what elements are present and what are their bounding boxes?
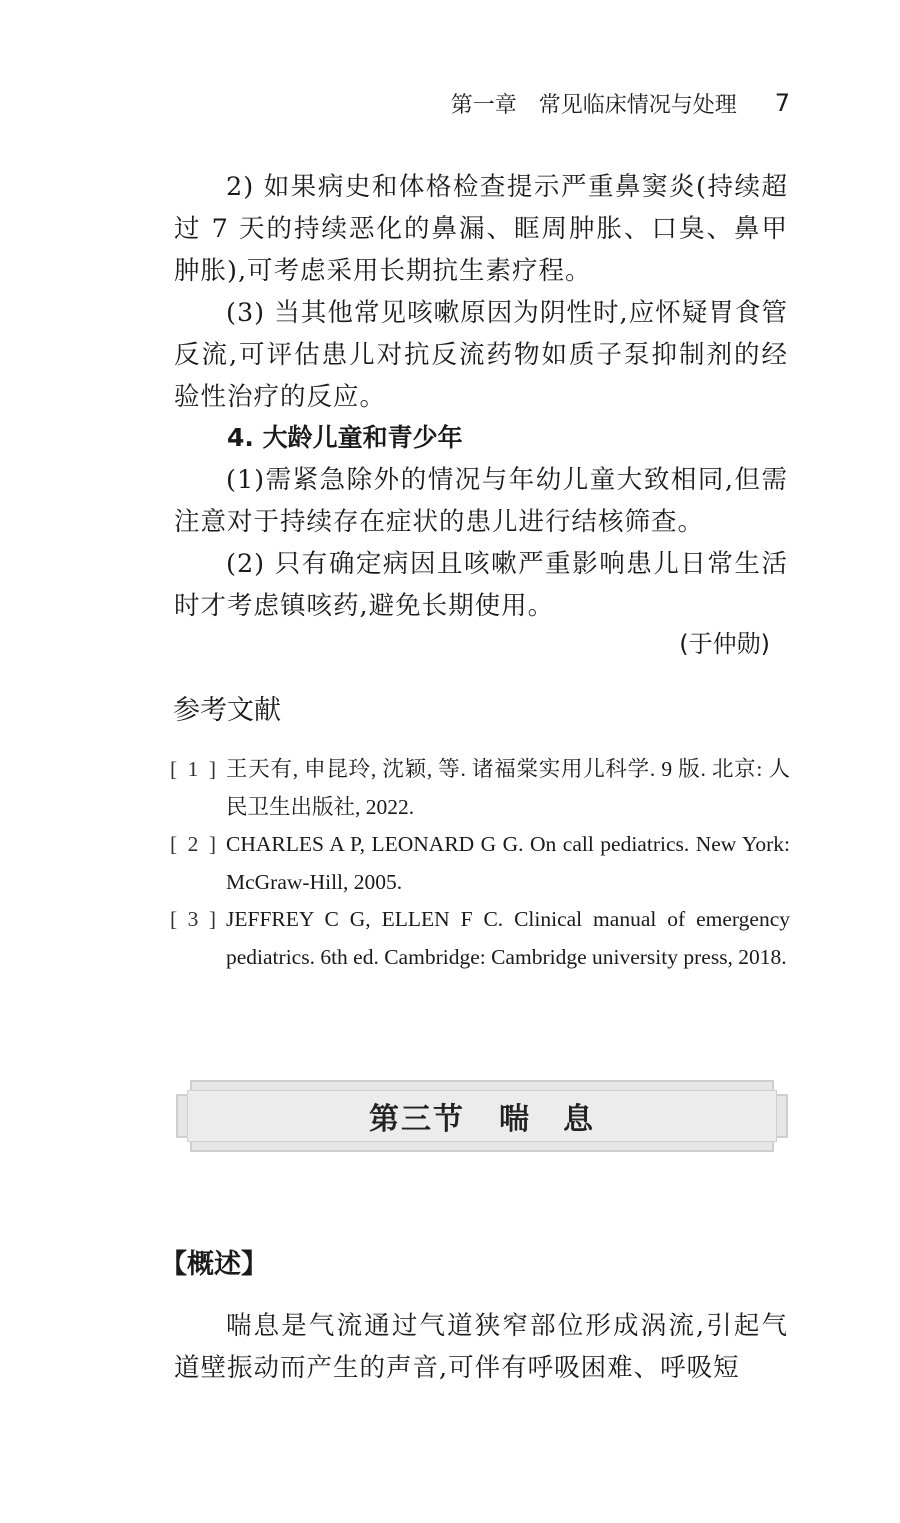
reference-item bbox=[170, 825, 790, 901]
reference-text: JEFFREY C G, ELLEN F C. Clinical manual of emergency pediatrics. 6th ed. Cambridge: Cambridge university press, 2018. bbox=[226, 907, 790, 969]
section-title bbox=[369, 1094, 595, 1138]
paragraph-antitussive: (2) 只有确定病因且咳嗽严重影响患儿日常生活时才考虑镇咳药,避免长期使用。 bbox=[174, 549, 788, 621]
reference-text: 王天有, 申昆玲, 沈颖, 等. 诸福棠实用儿科学. 9 版. 北京: 人民卫生出版社, 2022. bbox=[226, 757, 790, 819]
running-header bbox=[450, 86, 790, 120]
section-banner bbox=[176, 1080, 788, 1152]
paragraph-sinusitis: 2) 如果病史和体格检查提示严重鼻窦炎(持续超过 7 天的持续恶化的鼻漏、眶周肿胀、口臭、鼻甲肿胀),可考虑采用长期抗生素疗程。 bbox=[174, 172, 788, 286]
overview-heading: 【概述】 bbox=[160, 1249, 268, 1280]
author-credit: (于仲勋) bbox=[679, 630, 770, 658]
reference-item bbox=[170, 750, 790, 826]
chapter-title: 第一章 常见临床情况与处理 bbox=[450, 92, 737, 118]
banner-frame bbox=[187, 1090, 777, 1142]
reference-number: [ 3 ] bbox=[170, 907, 216, 931]
references-title: 参考文献 bbox=[173, 695, 281, 726]
page-number: 7 bbox=[774, 89, 790, 117]
paragraph-tb-screening: (1)需紧急除外的情况与年幼儿童大致相同,但需注意对于持续存在症状的患儿进行结核筛查。 bbox=[174, 465, 788, 537]
reference-text: CHARLES A P, LEONARD G G. On call pediatrics. New York: McGraw-Hill, 2005. bbox=[226, 832, 790, 894]
paragraph-overview: 喘息是气流通过气道狭窄部位形成涡流,引起气道壁振动而产生的声音,可伴有呼吸困难、呼吸短 bbox=[174, 1311, 788, 1383]
reference-number: [ 1 ] bbox=[170, 757, 216, 781]
paragraph-reflux: (3) 当其他常见咳嗽原因为阴性时,应怀疑胃食管反流,可评估患儿对抗反流药物如质子泵抑制剂的经验性治疗的反应。 bbox=[174, 298, 788, 412]
subheading-older-children: 4. 大龄儿童和青少年 bbox=[227, 423, 463, 452]
reference-number: [ 2 ] bbox=[170, 832, 216, 856]
reference-item bbox=[170, 900, 790, 976]
section-name: 喘 息 bbox=[499, 1102, 595, 1137]
section-label: 第三节 bbox=[369, 1102, 465, 1137]
